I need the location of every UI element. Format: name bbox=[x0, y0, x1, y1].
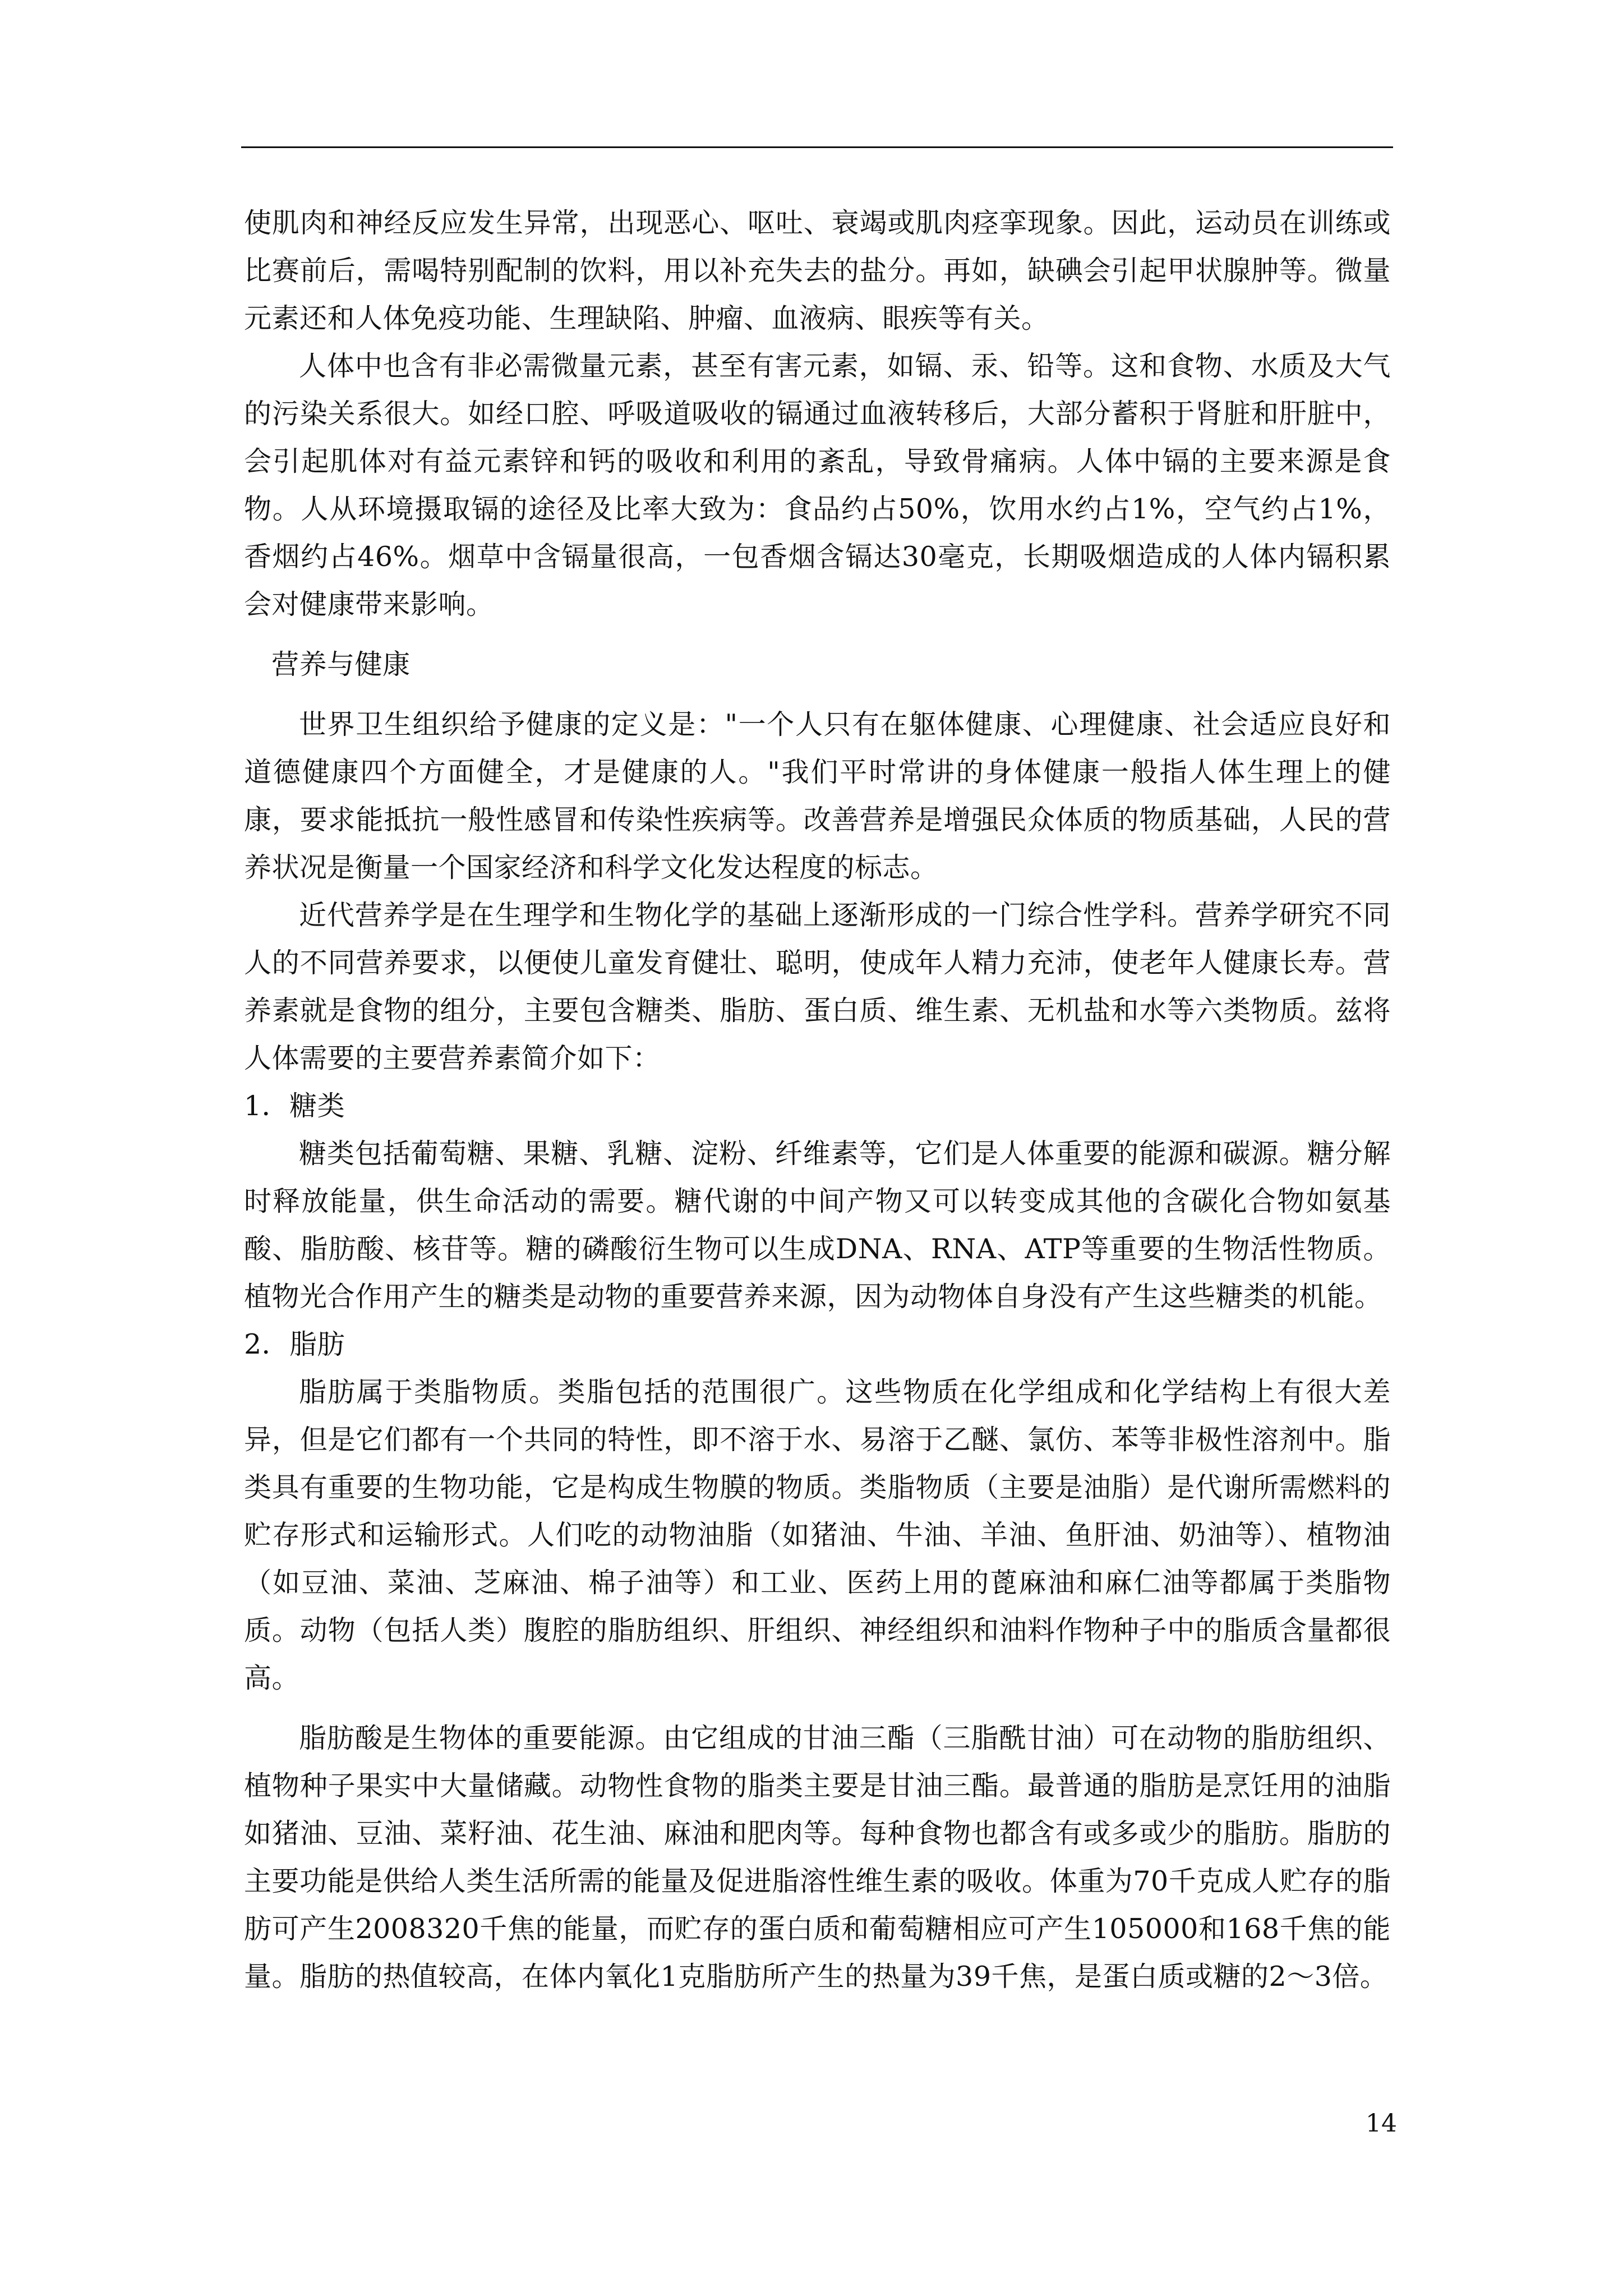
body-text bbox=[244, 199, 1391, 2000]
paragraph-lipids: 脂肪属于类脂物质。类脂包括的范围很广。这些物质在化学组成和化学结构上有很大差异，但是它们都有一个共同的特性，即不溶于水、易溶于乙醚、氯仿、苯等非极性溶剂中。脂类具有重要的生物功能，它是构成生物膜的物质。类脂物质（主要是油脂）是代谢所需燃料的贮存形式和运输形式。人们吃的动物油脂（如猪油、牛油、羊油、鱼肝油、奶油等）、植物油（如豆油、菜油、芝麻油、棉子油等）和工业、医药上用的蓖麻油和麻仁油等都属于类脂物质。动物（包括人类）腹腔的脂肪组织、肝组织、神经组织和油料作物种子中的脂质含量都很高。 bbox=[244, 1376, 1391, 1694]
heading-carbohydrates: 1．糖类 bbox=[244, 1090, 345, 1122]
heading-fats: 2．脂肪 bbox=[244, 1328, 345, 1360]
section-heading-nutrition-health: 营养与健康 bbox=[271, 648, 411, 680]
paragraph-cadmium: 人体中也含有非必需微量元素，甚至有害元素，如镉、汞、铅等。这和食物、水质及大气的污染关系很大。如经口腔、呼吸道吸收的镉通过血液转移后，大部分蓄积于肾脏和肝脏中，会引起肌体对有益元素锌和钙的吸收和利用的紊乱，导致骨痛病。人体中镉的主要来源是食物。人从环境摄取镉的途径及比率大致为：食品约占50%，饮用水约占1%，空气约占1%，香烟约占46%。烟草中含镉量很高，一包香烟含镉达30毫克，长期吸烟造成的人体内镉积累会对健康带来影响。 bbox=[244, 350, 1391, 620]
page-number: 14 bbox=[1366, 2109, 1397, 2138]
paragraph-fatty-acids: 脂肪酸是生物体的重要能源。由它组成的甘油三酯（三脂酰甘油）可在动物的脂肪组织、植物种子果实中大量储藏。动物性食物的脂类主要是甘油三酯。最普通的脂肪是烹饪用的油脂如猪油、豆油、菜籽油、花生油、麻油和肥肉等。每种食物也都含有或多或少的脂肪。脂肪的主要功能是供给人类生活所需的能量及促进脂溶性维生素的吸收。体重为70千克成人贮存的脂肪可产生2008320千焦的能量，而贮存的蛋白质和葡萄糖相应可产生105000和168千焦的能量。脂肪的热值较高，在体内氧化1克脂肪所产生的热量为39千焦，是蛋白质或糖的2～3倍。 bbox=[244, 1722, 1391, 1993]
paragraph-continued: 使肌肉和神经反应发生异常，出现恶心、呕吐、衰竭或肌肉痉挛现象。因此，运动员在训练或比赛前后，需喝特别配制的饮料，用以补充失去的盐分。再如，缺碘会引起甲状腺肿等。微量元素还和人体免疫功能、生理缺陷、肿瘤、血液病、眼疾等有关。 bbox=[244, 207, 1391, 334]
header-rule bbox=[241, 146, 1393, 148]
paragraph-nutrition-science: 近代营养学是在生理学和生物化学的基础上逐渐形成的一门综合性学科。营养学研究不同人的不同营养要求，以便使儿童发育健壮、聪明，使成年人精力充沛，使老年人健康长寿。营养素就是食物的组分，主要包含糖类、脂肪、蛋白质、维生素、无机盐和水等六类物质。兹将人体需要的主要营养素简介如下： bbox=[244, 899, 1391, 1074]
paragraph-health-definition: 世界卫生组织给予健康的定义是："一个人只有在躯体健康、心理健康、社会适应良好和道德健康四个方面健全，才是健康的人。"我们平时常讲的身体健康一般指人体生理上的健康，要求能抵抗一般性感冒和传染性疾病等。改善营养是增强民众体质的物质基础，人民的营养状况是衡量一个国家经济和科学文化发达程度的标志。 bbox=[244, 708, 1391, 884]
paragraph-carbohydrates: 糖类包括葡萄糖、果糖、乳糖、淀粉、纤维素等，它们是人体重要的能源和碳源。糖分解时释放能量，供生命活动的需要。糖代谢的中间产物又可以转变成其他的含碳化合物如氨基酸、脂肪酸、核苷等。糖的磷酸衍生物可以生成DNA、RNA、ATP等重要的生物活性物质。植物光合作用产生的糖类是动物的重要营养来源，因为动物体自身没有产生这些糖类的机能。 bbox=[244, 1138, 1391, 1313]
